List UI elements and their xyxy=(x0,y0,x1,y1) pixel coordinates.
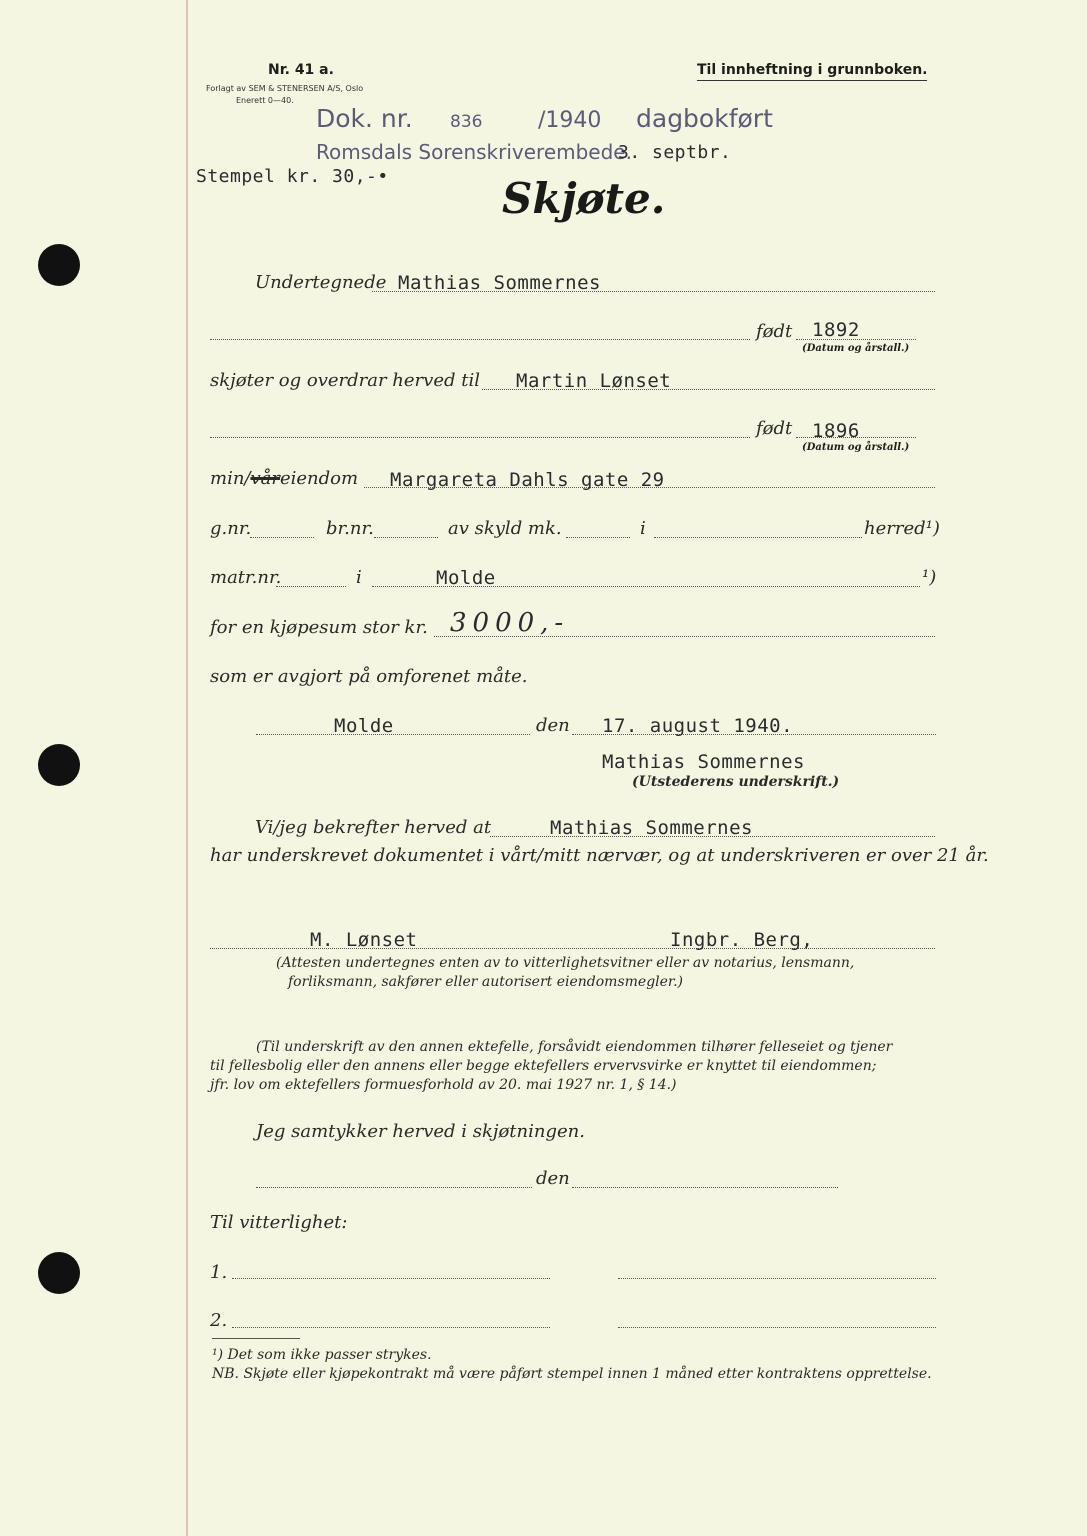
stamp-year: /1940 xyxy=(538,108,602,133)
dotted-line xyxy=(256,1187,532,1188)
property-address: Margareta Dahls gate 29 xyxy=(390,469,665,491)
seller-born-hint: (Datum og årstall.) xyxy=(802,343,910,354)
spouse-den-label: den xyxy=(536,1168,570,1189)
matr-i-label: i xyxy=(356,567,362,588)
dotted-line xyxy=(572,1187,838,1188)
i-label: i xyxy=(640,518,646,539)
stamp-doc-number: 836 xyxy=(450,112,483,132)
punch-hole xyxy=(38,244,80,286)
seller-name: Mathias Sommernes xyxy=(398,272,601,294)
property-label-suffix: eiendom xyxy=(280,468,359,489)
document-title: Skjøte. xyxy=(502,174,666,223)
attest-note: forliksmann, sakfører eller autorisert eiendomsmegler.) xyxy=(288,974,683,990)
witness-2-signature: Ingbr. Berg, xyxy=(670,929,814,951)
punch-hole xyxy=(38,1252,80,1294)
gnr-label: g.nr. xyxy=(210,518,252,539)
witness-line-2-label: 2. xyxy=(210,1310,228,1331)
dotted-line xyxy=(210,339,750,340)
buyer-label: skjøter og overdrar herved til xyxy=(210,370,480,391)
price-label: for en kjøpesum stor kr. xyxy=(210,617,428,638)
spouse-note: (Til underskrift av den annen ektefelle, forsåvidt eiendommen tilhører felleseiet og tjener xyxy=(256,1039,893,1055)
footnote-rule xyxy=(212,1338,300,1339)
skyld-label: av skyld mk. xyxy=(448,518,562,539)
buyer-name: Martin Lønset xyxy=(516,370,672,392)
witness-line-1-label: 1. xyxy=(210,1262,228,1283)
stamp-registered: dagbokført xyxy=(636,104,773,133)
dotted-line xyxy=(276,586,346,587)
publisher-line: Forlagt av SEM & STENERSEN A/S, Oslo xyxy=(206,84,364,93)
signing-place: Molde xyxy=(334,715,394,737)
attest-name: Mathias Sommernes xyxy=(550,817,753,839)
binding-note: Til innheftning i grunnboken. xyxy=(697,62,927,81)
footnote-nb: NB. Skjøte eller kjøpekontrakt må være påført stempel innen 1 måned etter kontraktens opprettelse. xyxy=(212,1366,932,1382)
buyer-born-year: 1896 xyxy=(812,420,860,442)
buyer-born-hint: (Datum og årstall.) xyxy=(802,442,910,453)
publisher-line: Enerett 0—40. xyxy=(236,96,294,105)
price-amount: 3000,- xyxy=(450,608,570,638)
stamp-date: 3. septbr. xyxy=(618,142,732,163)
dotted-line xyxy=(618,1278,936,1279)
matrnr-label: matr.nr. xyxy=(210,567,282,588)
stamp-office: Romsdals Sorenskriverembede. xyxy=(316,140,632,164)
dotted-line xyxy=(232,1278,550,1279)
seller-born-year: 1892 xyxy=(812,319,860,341)
stamp-doc-label: Dok. nr. xyxy=(316,104,413,133)
seller-born-label: født xyxy=(756,321,793,342)
dotted-line xyxy=(210,437,750,438)
property-label-struck: vår xyxy=(250,468,280,489)
seller-label: Undertegnede xyxy=(255,272,387,293)
signing-date: 17. august 1940. xyxy=(602,715,794,737)
property-label-prefix: min/ xyxy=(210,468,251,489)
witnesses-label: Til vitterlighet: xyxy=(210,1212,348,1233)
issuer-signature: Mathias Sommernes xyxy=(602,751,805,773)
attest-note: (Attesten undertegnes enten av to vitterlighetsvitner eller av notarius, lensmann, xyxy=(276,955,855,971)
spouse-note: til fellesbolig eller den annens eller begge ektefellers ervervsvirke er knyttet til eiendommen; xyxy=(210,1058,877,1074)
matr-place: Molde xyxy=(436,567,496,589)
buyer-born-label: født xyxy=(756,418,793,439)
dotted-line xyxy=(618,1327,936,1328)
signing-den-label: den xyxy=(536,715,570,736)
witness-1-signature: M. Lønset xyxy=(310,929,418,951)
margin-line xyxy=(186,0,188,1536)
dotted-line xyxy=(250,537,314,538)
footnote-1: ¹) Det som ikke passer strykes. xyxy=(212,1347,432,1363)
attest-label: Vi/jeg bekrefter herved at xyxy=(255,817,492,838)
matr-note: ¹) xyxy=(922,567,937,588)
punch-hole xyxy=(38,744,80,786)
form-number: Nr. 41 a. xyxy=(268,62,334,78)
herred-label: herred¹) xyxy=(864,518,940,539)
spouse-note: jfr. lov om ektefellers formuesforhold av 20. mai 1927 nr. 1, § 14.) xyxy=(210,1077,677,1093)
dotted-line xyxy=(232,1327,550,1328)
issuer-signature-hint: (Utstederens underskrift.) xyxy=(632,774,840,790)
spouse-consent: Jeg samtykker herved i skjøtningen. xyxy=(256,1121,585,1142)
property-label xyxy=(210,468,358,489)
dotted-line xyxy=(374,537,438,538)
dotted-line xyxy=(654,537,862,538)
stamp-duty: Stempel kr. 30,-• xyxy=(196,166,389,187)
settled-text: som er avgjort på omforenet måte. xyxy=(210,666,528,687)
attest-statement: har underskrevet dokumentet i vårt/mitt nærvær, og at underskriveren er over 21 år. xyxy=(210,845,989,866)
dotted-line xyxy=(566,537,630,538)
brnr-label: br.nr. xyxy=(326,518,374,539)
